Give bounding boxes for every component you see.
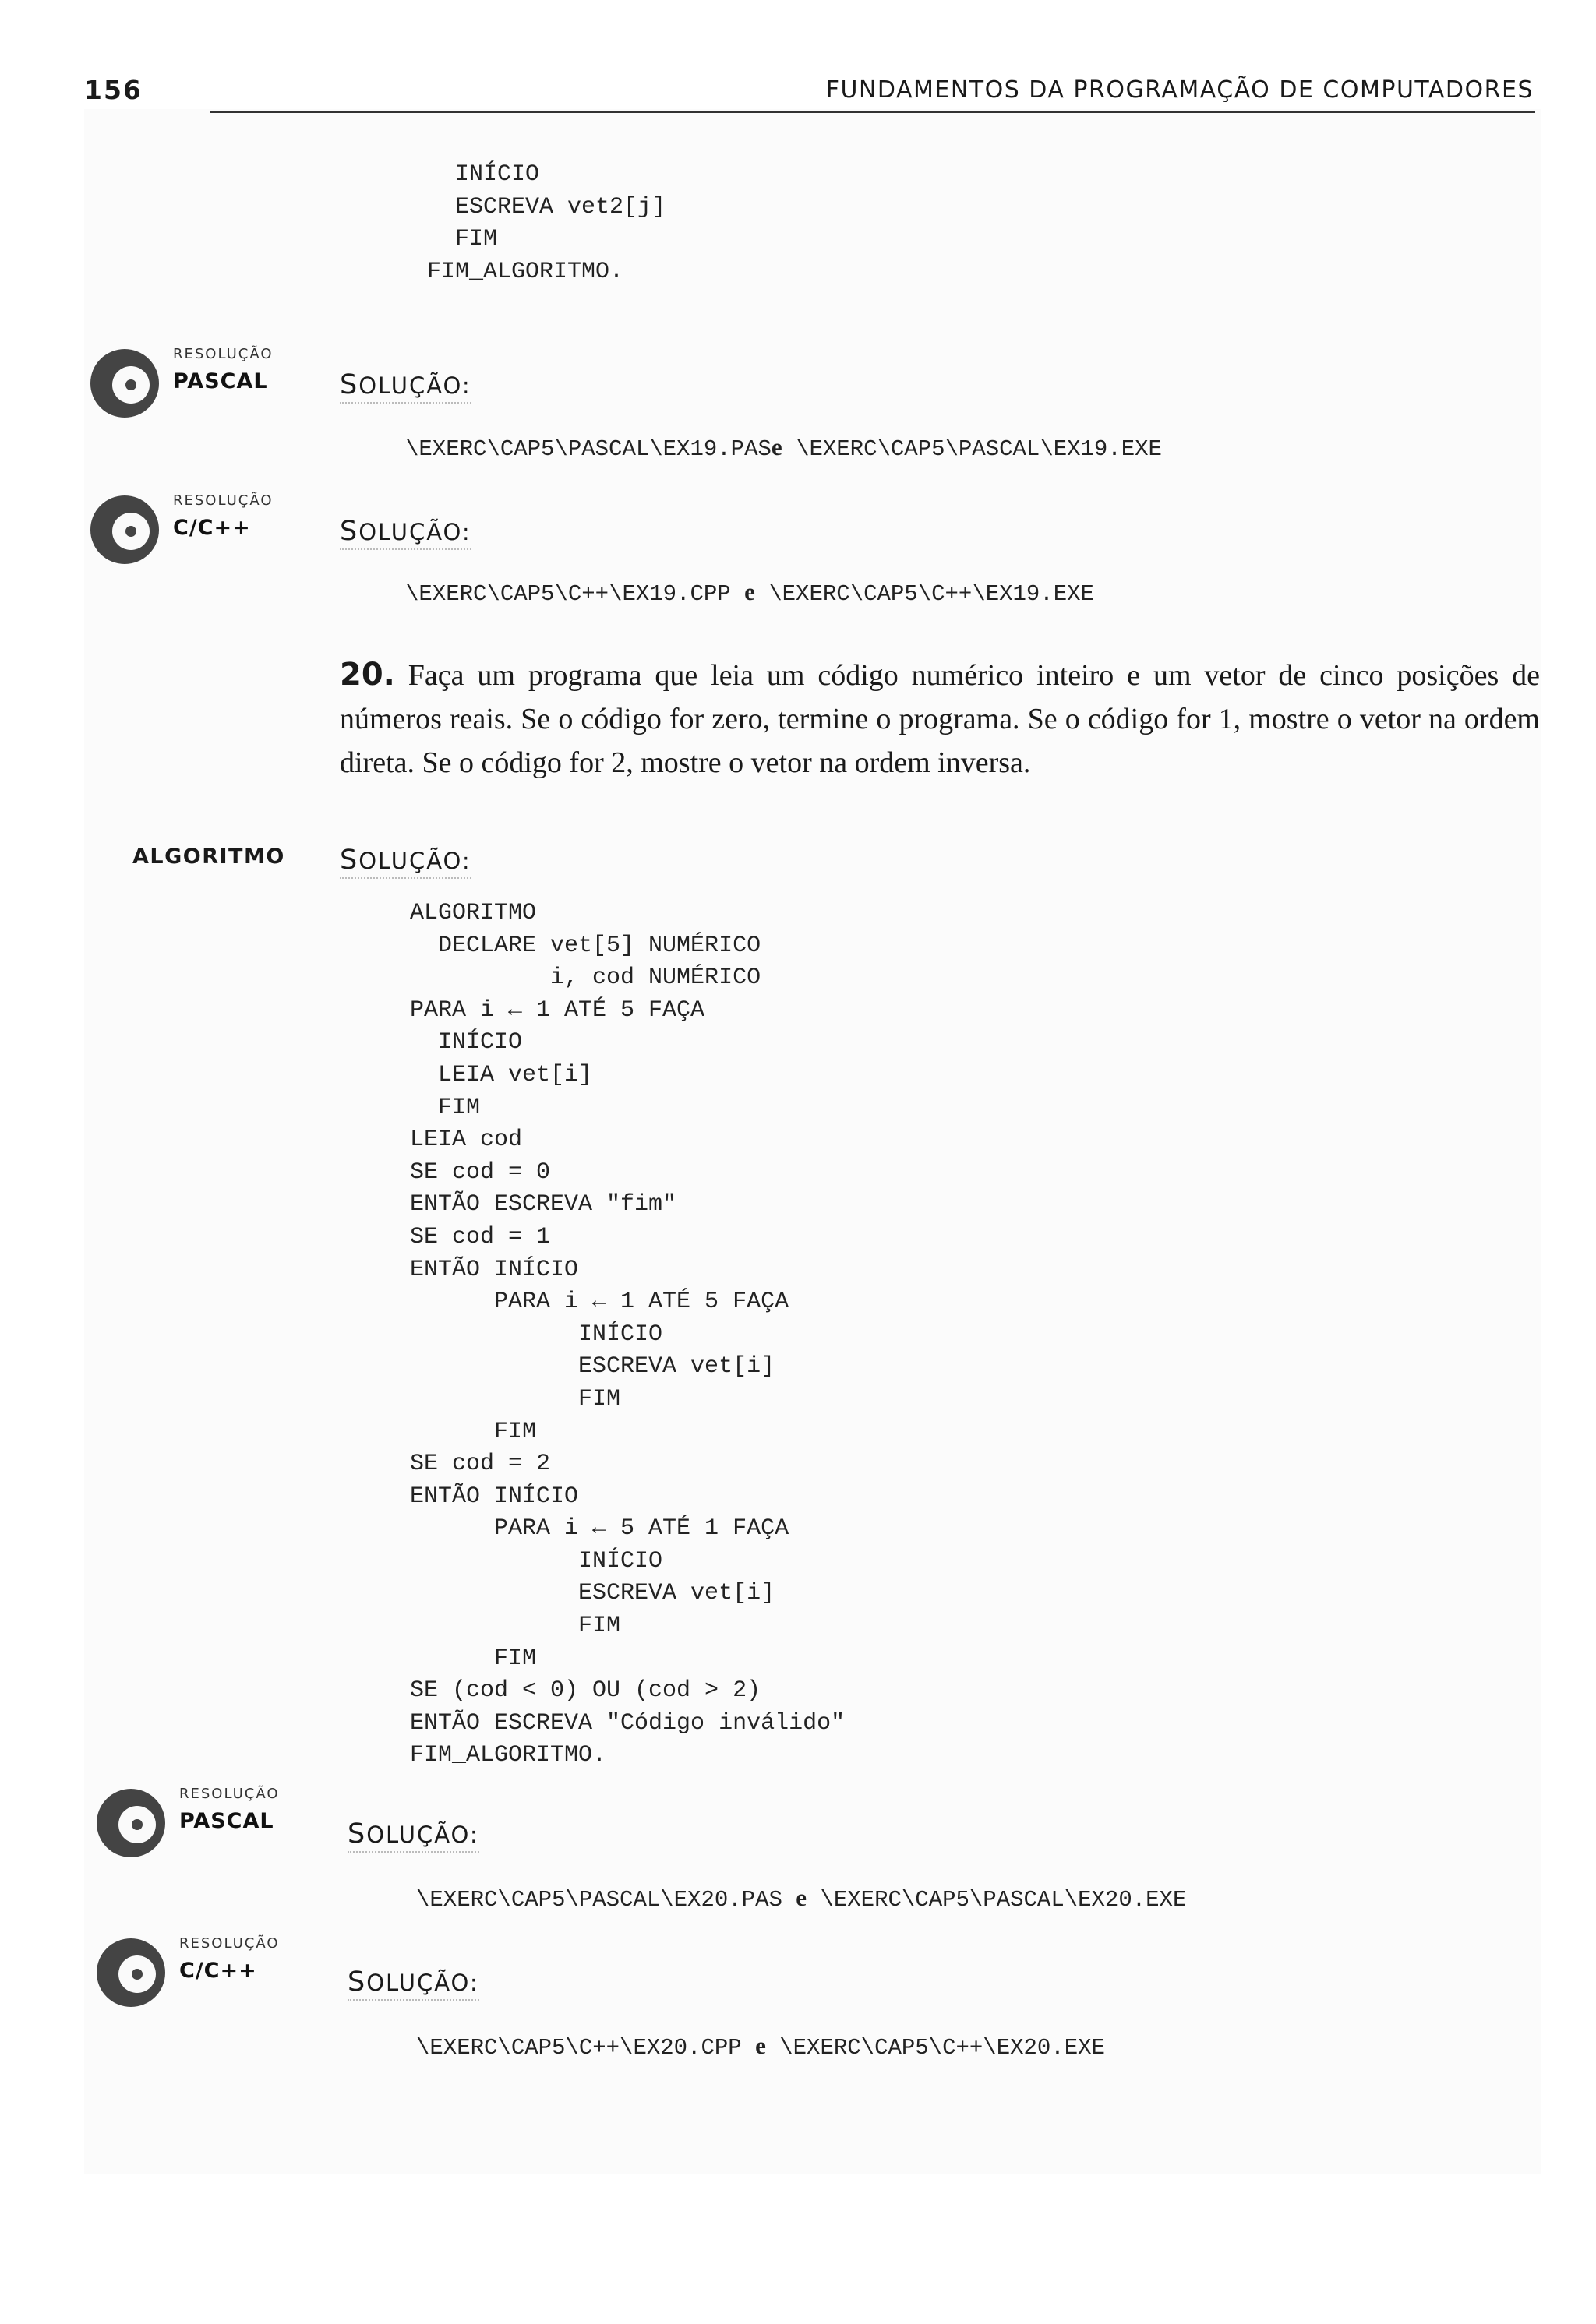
badge-language: PASCAL	[179, 1809, 274, 1833]
code-block-continuation: INÍCIO ESCREVA vet2[j] FIM FIM_ALGORITMO.	[427, 161, 666, 285]
badge-small-label: RESOLUÇÃO	[179, 1935, 280, 1952]
page-number: 156	[84, 75, 143, 105]
disc-icon	[92, 1934, 170, 2012]
solucao-heading: SOLUÇÃO:	[340, 516, 471, 550]
file-path-line: \EXERC\CAP5\PASCAL\EX19.PASe \EXERC\CAP5\PASCAL\EX19.EXE	[405, 433, 1162, 462]
disc-icon	[86, 344, 164, 422]
badge-language: C/C++	[179, 1959, 257, 1983]
badge-small-label: RESOLUÇÃO	[173, 346, 274, 362]
badge-language: C/C++	[173, 516, 251, 540]
badge-small-label: RESOLUÇÃO	[173, 492, 274, 509]
exercise-number: 20.	[340, 657, 395, 693]
badge-resolucao-pascal	[86, 335, 288, 421]
solucao-heading: SOLUÇÃO:	[348, 1818, 479, 1853]
exercise-20-statement	[340, 653, 1540, 785]
solucao-heading: SOLUÇÃO:	[340, 845, 471, 879]
solucao-heading: SOLUÇÃO:	[340, 369, 471, 404]
file-path-line: \EXERC\CAP5\C++\EX20.CPP e \EXERC\CAP5\C++\EX20.EXE	[416, 2032, 1105, 2061]
algorithm-code-block: ALGORITMO DECLARE vet[5] NUMÉRICO i, cod NUMÉRICO PARA i ← 1 ATÉ 5 FAÇA INÍCIO LEIA vet[i] FIM LEIA cod SE cod = 0 ENTÃO ESCREVA "fim" SE cod = 1 ENTÃO INÍCIO PARA i ← 1 ATÉ 5 FAÇA INÍCIO ESCREVA vet[i] FIM FIM SE cod = 2 ENTÃO INÍCIO PARA i ← 5 ATÉ 1 FAÇA INÍCIO ESCREVA vet[i] FIM FIM SE (cod < 0) OU (cod > 2) ENTÃO ESCREVA "Código inválido" FIM_ALGORITMO.	[410, 900, 846, 1769]
disc-icon	[86, 491, 164, 569]
badge-resolucao-pascal	[92, 1775, 295, 1860]
header-rule	[210, 111, 1535, 113]
file-path-line: \EXERC\CAP5\C++\EX19.CPP e \EXERC\CAP5\C++\EX19.EXE	[405, 578, 1094, 607]
badge-small-label: RESOLUÇÃO	[179, 1786, 280, 1802]
solucao-heading: SOLUÇÃO:	[348, 1966, 479, 2001]
badge-language: PASCAL	[173, 369, 268, 393]
disc-icon	[92, 1784, 170, 1862]
algoritmo-label: ALGORITMO	[132, 845, 285, 869]
running-header-title: FUNDAMENTOS DA PROGRAMAÇÃO DE COMPUTADORES	[825, 76, 1534, 104]
badge-resolucao-cpp	[92, 1924, 295, 2010]
file-path-line: \EXERC\CAP5\PASCAL\EX20.PAS e \EXERC\CAP5\PASCAL\EX20.EXE	[416, 1884, 1187, 1913]
badge-resolucao-cpp	[86, 481, 288, 567]
exercise-text: Faça um programa que leia um código numérico inteiro e um vetor de cinco posições de números reais. Se o código for zero, termine o programa. Se o código for 1, mostre o vetor na ordem direta. Se o código for 2, mostre o vetor na ordem inversa.	[340, 659, 1540, 779]
